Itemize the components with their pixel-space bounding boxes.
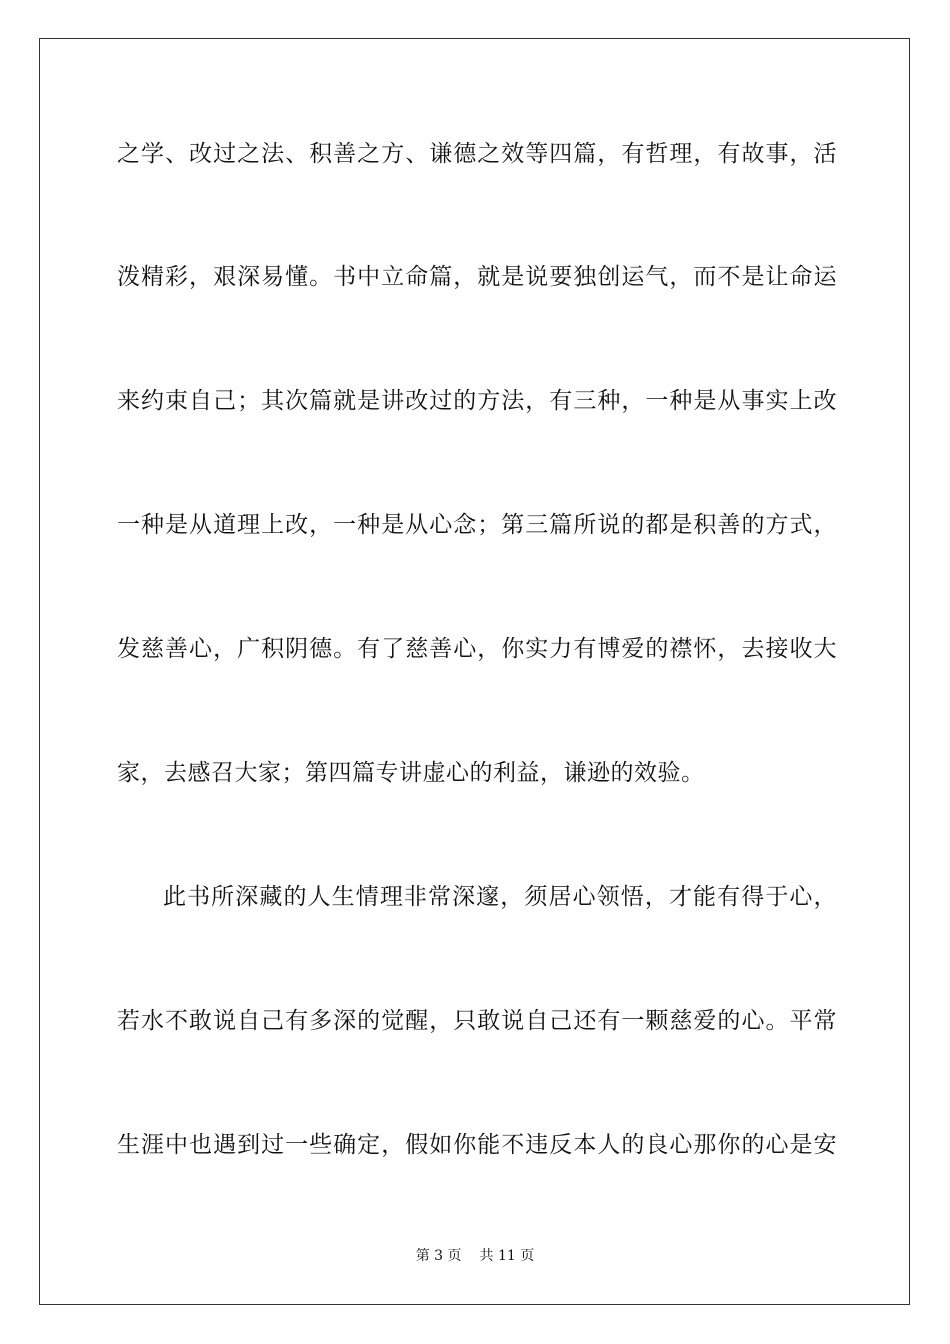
page-footer [0, 1247, 950, 1265]
text-line: 若水不敢说自己有多深的觉醒，只敢说自己还有一颗慈爱的心。平常 [117, 1008, 837, 1034]
page-border [39, 38, 910, 1305]
page-number: 第 3 页 [415, 1248, 462, 1264]
text-line: 之学、改过之法、积善之方、谦德之效等四篇，有哲理，有故事，活 [117, 141, 837, 167]
text-line: 生涯中也遇到过一些确定，假如你能不违反本人的良心那你的心是安 [117, 1132, 837, 1158]
text-line: 泼精彩，艰深易懂。书中立命篇，就是说要独创运气，而不是让命运 [117, 264, 837, 290]
page-total: 共 11 页 [479, 1248, 535, 1264]
text-line: 来约束自己；其次篇就是讲改过的方法，有三种，一种是从事实上改 [117, 388, 837, 414]
paragraph-first-line: 此书所深藏的人生情理非常深邃，须居心领悟，才能有得于心， [163, 884, 837, 910]
text-line: 发慈善心，广积阴德。有了慈善心，你实力有博爱的襟怀，去接收大 [117, 636, 837, 662]
text-line: 一种是从道理上改，一种是从心念；第三篇所说的都是积善的方式， [117, 512, 837, 538]
text-line: 家，去感召大家；第四篇专讲虚心的利益，谦逊的效验。 [117, 760, 705, 786]
